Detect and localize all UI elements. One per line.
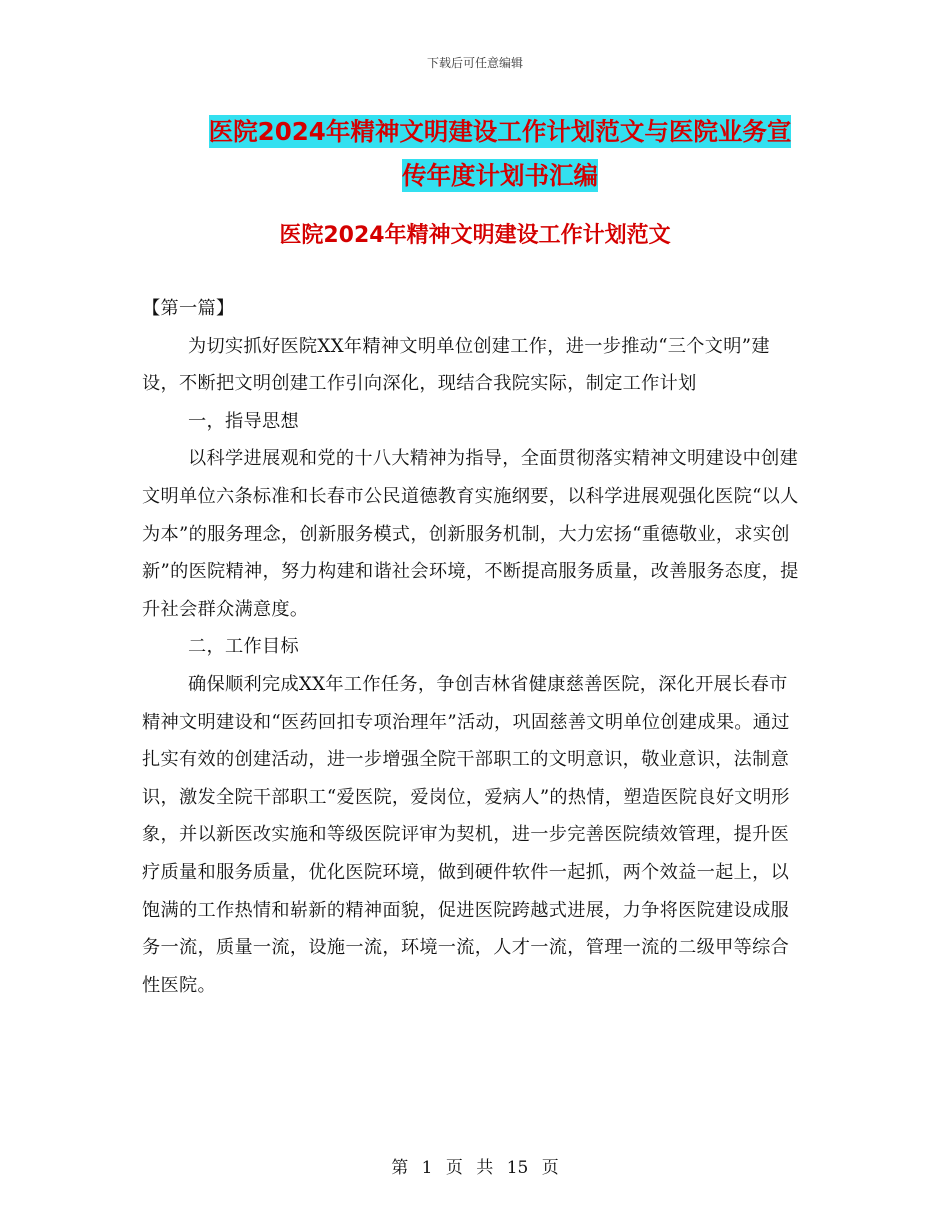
document-body xyxy=(142,290,802,1004)
intro-paragraph: 为切实抓好医院XX年精神文明单位创建工作，进一步推动“三个文明”建设，不断把文明创建工作引向深化，现结合我院实际，制定工作计划 xyxy=(142,335,770,395)
document-title xyxy=(140,110,860,198)
document-title-line2: 传年度计划书汇编 xyxy=(402,161,598,190)
section-title: 医院2024年精神文明建设工作计划范文 xyxy=(279,223,671,248)
section-label: 【第一篇】 xyxy=(142,298,235,319)
guiding-paragraph: 以科学进展观和党的十八大精神为指导，全面贯彻落实精神文明建设中创建文明单位六条标准和长春市公民道德教育实施纲要，以科学进展观强化医院“以人为本”的服务理念，创新服务模式，创新服务机制，大力宏扬“重德敬业，求实创新”的医院精神，努力构建和谐社会环境，不断提高服务质量，改善服务态度，提升社会群众满意度。 xyxy=(142,448,799,620)
document-title-line1: 医院2024年精神文明建设工作计划范文与医院业务宣 xyxy=(208,117,792,146)
goals-paragraph: 确保顺利完成XX年工作任务，争创吉林省健康慈善医院，深化开展长春市精神文明建设和“医药回扣专项治理年”活动，巩固慈善文明单位创建成果。通过扎实有效的创建活动，进一步增强全院干部职工的文明意识，敬业意识，法制意识，激发全院干部职工“爱医院，爱岗位，爱病人”的热情，塑造医院良好文明形象，并以新医改实施和等级医院评审为契机，进一步完善医院绩效管理，提升医疗质量和服务质量，优化医院环境，做到硬件软件一起抓，两个效益一起上，以饱满的工作热情和崭新的精神面貌，促进医院跨越式进展，力争将医院建设成服务一流，质量一流，设施一流，环境一流，人才一流，管理一流的二级甲等综合性医院。 xyxy=(142,673,790,996)
heading-work-goals: 二，工作目标 xyxy=(188,636,299,658)
page-number-footer: 第 1 页 共 15 页 xyxy=(391,1158,559,1178)
heading-guiding-thought: 一，指导思想 xyxy=(188,410,299,432)
header-note: 下载后可任意编辑 xyxy=(426,56,523,70)
